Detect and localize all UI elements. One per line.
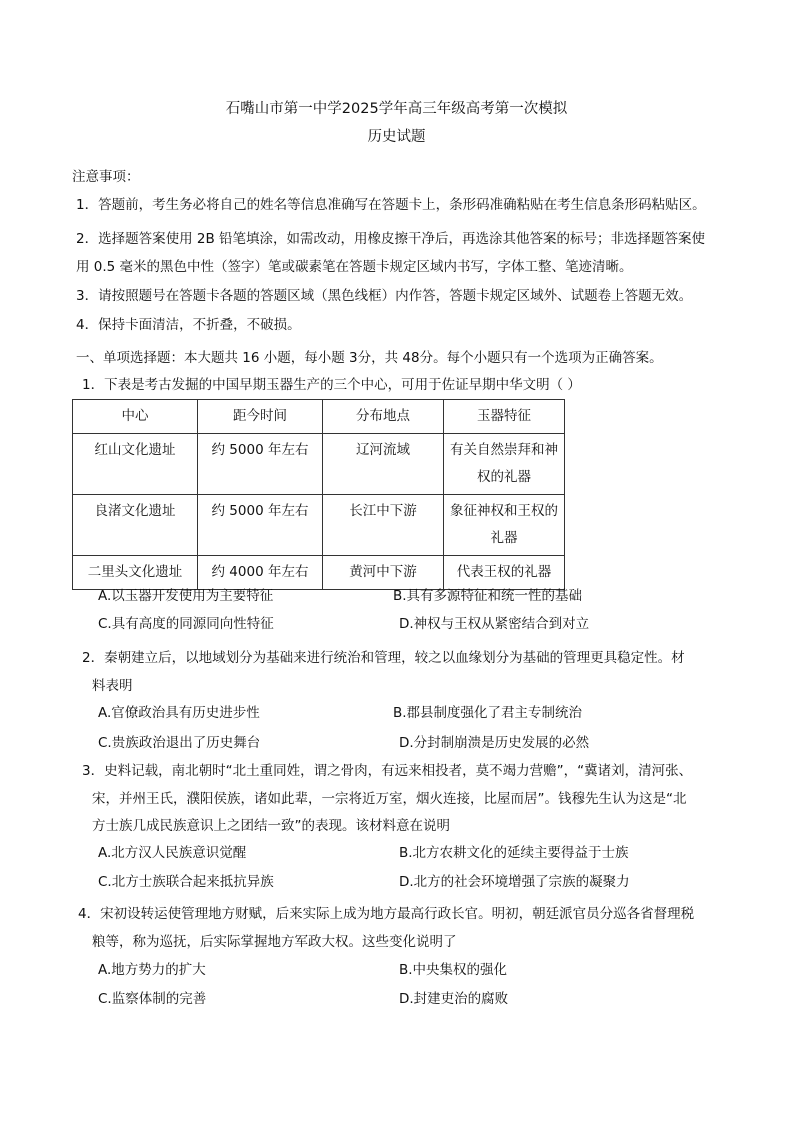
table-header-cell: 玉器特征 xyxy=(444,400,565,434)
table-cell: 长江中下游 xyxy=(323,495,444,556)
notice-item-4: 4．保持卡面清洁，不折叠，不破损。 xyxy=(76,317,301,333)
q3-stem-cont-2: 方士族几成民族意识上之团结一致”的表现。该材料意在说明 xyxy=(92,818,450,834)
q1-stem: 1．下表是考古发掘的中国早期玉器生产的三个中心，可用于佐证早期中华文明（ ） xyxy=(82,377,581,393)
q1-option-d: D.神权与王权从紧密结合到对立 xyxy=(399,616,590,632)
q1-option-c: C.具有高度的同源同向性特征 xyxy=(98,616,274,632)
q2-option-b: B.郡县制度强化了君主专制统治 xyxy=(393,705,583,721)
q1-table xyxy=(72,399,565,590)
q2-option-c: C.贵族政治退出了历史舞台 xyxy=(98,735,261,751)
table-header-cell: 距今时间 xyxy=(198,400,323,434)
q4-option-d: D.封建吏治的腐败 xyxy=(399,991,509,1007)
table-cell: 象征神权和王权的礼器 xyxy=(444,495,565,556)
q3-option-d: D.北方的社会环境增强了宗族的凝聚力 xyxy=(399,874,630,890)
q4-stem-cont: 粮等，称为巡抚，后实际掌握地方军政大权。这些变化说明了 xyxy=(92,934,457,950)
table-header-cell: 中心 xyxy=(73,400,198,434)
exam-subtitle: 历史试题 xyxy=(367,129,426,145)
section-heading: 一、单项选择题：本大题共 16 小题，每小题 3分，共 48分。每个小题只有一个选项为正确答案。 xyxy=(76,350,663,366)
table-cell: 约 5000 年左右 xyxy=(198,434,323,495)
q4-option-a: A.地方势力的扩大 xyxy=(98,962,206,978)
q3-option-c: C.北方士族联合起来抵抗异族 xyxy=(98,874,274,890)
table-header-row xyxy=(73,400,565,434)
q3-option-a: A.北方汉人民族意识觉醒 xyxy=(98,845,247,861)
notice-heading: 注意事项： xyxy=(72,169,140,185)
notice-item-3: 3．请按照题号在答题卡各题的答题区域（黑色线框）内作答，答题卡规定区域外、试题卷上答题无效。 xyxy=(76,288,693,304)
table-cell: 辽河流域 xyxy=(323,434,444,495)
q3-stem: 3．史料记载，南北朝时“北土重同姓，谓之骨肉，有远来相投者，莫不竭力营赡”，“冀诸刘，清河张、 xyxy=(82,763,693,779)
table-row xyxy=(73,434,565,495)
q4-option-c: C.监察体制的完善 xyxy=(98,991,207,1007)
q4-option-b: B.中央集权的强化 xyxy=(399,962,508,978)
notice-item-2-cont: 用 0.5 毫米的黑色中性（签字）笔或碳素笔在答题卡规定区域内书写，字体工整、笔迹清晰。 xyxy=(76,259,633,275)
table-cell: 代表王权的礼器 xyxy=(444,556,565,590)
table-cell: 良渚文化遗址 xyxy=(73,495,198,556)
table-row xyxy=(73,495,565,556)
q1-option-a: A.以玉器开发使用为主要特征 xyxy=(98,588,274,604)
q2-stem: 2．秦朝建立后，以地域划分为基础来进行统治和管理，较之以血缘划分为基础的管理更具稳定性。材 xyxy=(82,650,685,666)
table-cell: 红山文化遗址 xyxy=(73,434,198,495)
q1-option-b: B.具有多源特征和统一性的基础 xyxy=(393,588,583,604)
table-cell: 约 4000 年左右 xyxy=(198,556,323,590)
q3-stem-cont-1: 宋，并州王氏，濮阳侯族，诸如此辈，一宗将近万室，烟火连接，比屋而居”。钱穆先生认为这是“北 xyxy=(92,791,687,807)
q4-stem: 4．宋初设转运使管理地方财赋，后来实际上成为地方最高行政长官。明初，朝廷派官员分巡各省督理税 xyxy=(78,906,695,922)
table-cell: 黄河中下游 xyxy=(323,556,444,590)
q2-stem-cont: 料表明 xyxy=(92,678,133,694)
q3-option-b: B.北方农耕文化的延续主要得益于士族 xyxy=(399,845,629,861)
q2-option-d: D.分封制崩溃是历史发展的必然 xyxy=(399,735,590,751)
table-cell: 有关自然崇拜和神权的礼器 xyxy=(444,434,565,495)
exam-title: 石嘴山市第一中学2025学年高三年级高考第一次模拟 xyxy=(225,101,568,117)
table-header-cell: 分布地点 xyxy=(323,400,444,434)
table-cell: 约 5000 年左右 xyxy=(198,495,323,556)
table-cell: 二里头文化遗址 xyxy=(73,556,198,590)
notice-item-1: 1．答题前，考生务必将自己的姓名等信息准确写在答题卡上，条形码准确粘贴在考生信息条形码粘贴区。 xyxy=(76,197,706,213)
notice-item-2: 2．选择题答案使用 2B 铅笔填涂，如需改动，用橡皮擦干净后，再选涂其他答案的标号；非选择题答案使 xyxy=(76,231,706,247)
q2-option-a: A.官僚政治具有历史进步性 xyxy=(98,705,260,721)
